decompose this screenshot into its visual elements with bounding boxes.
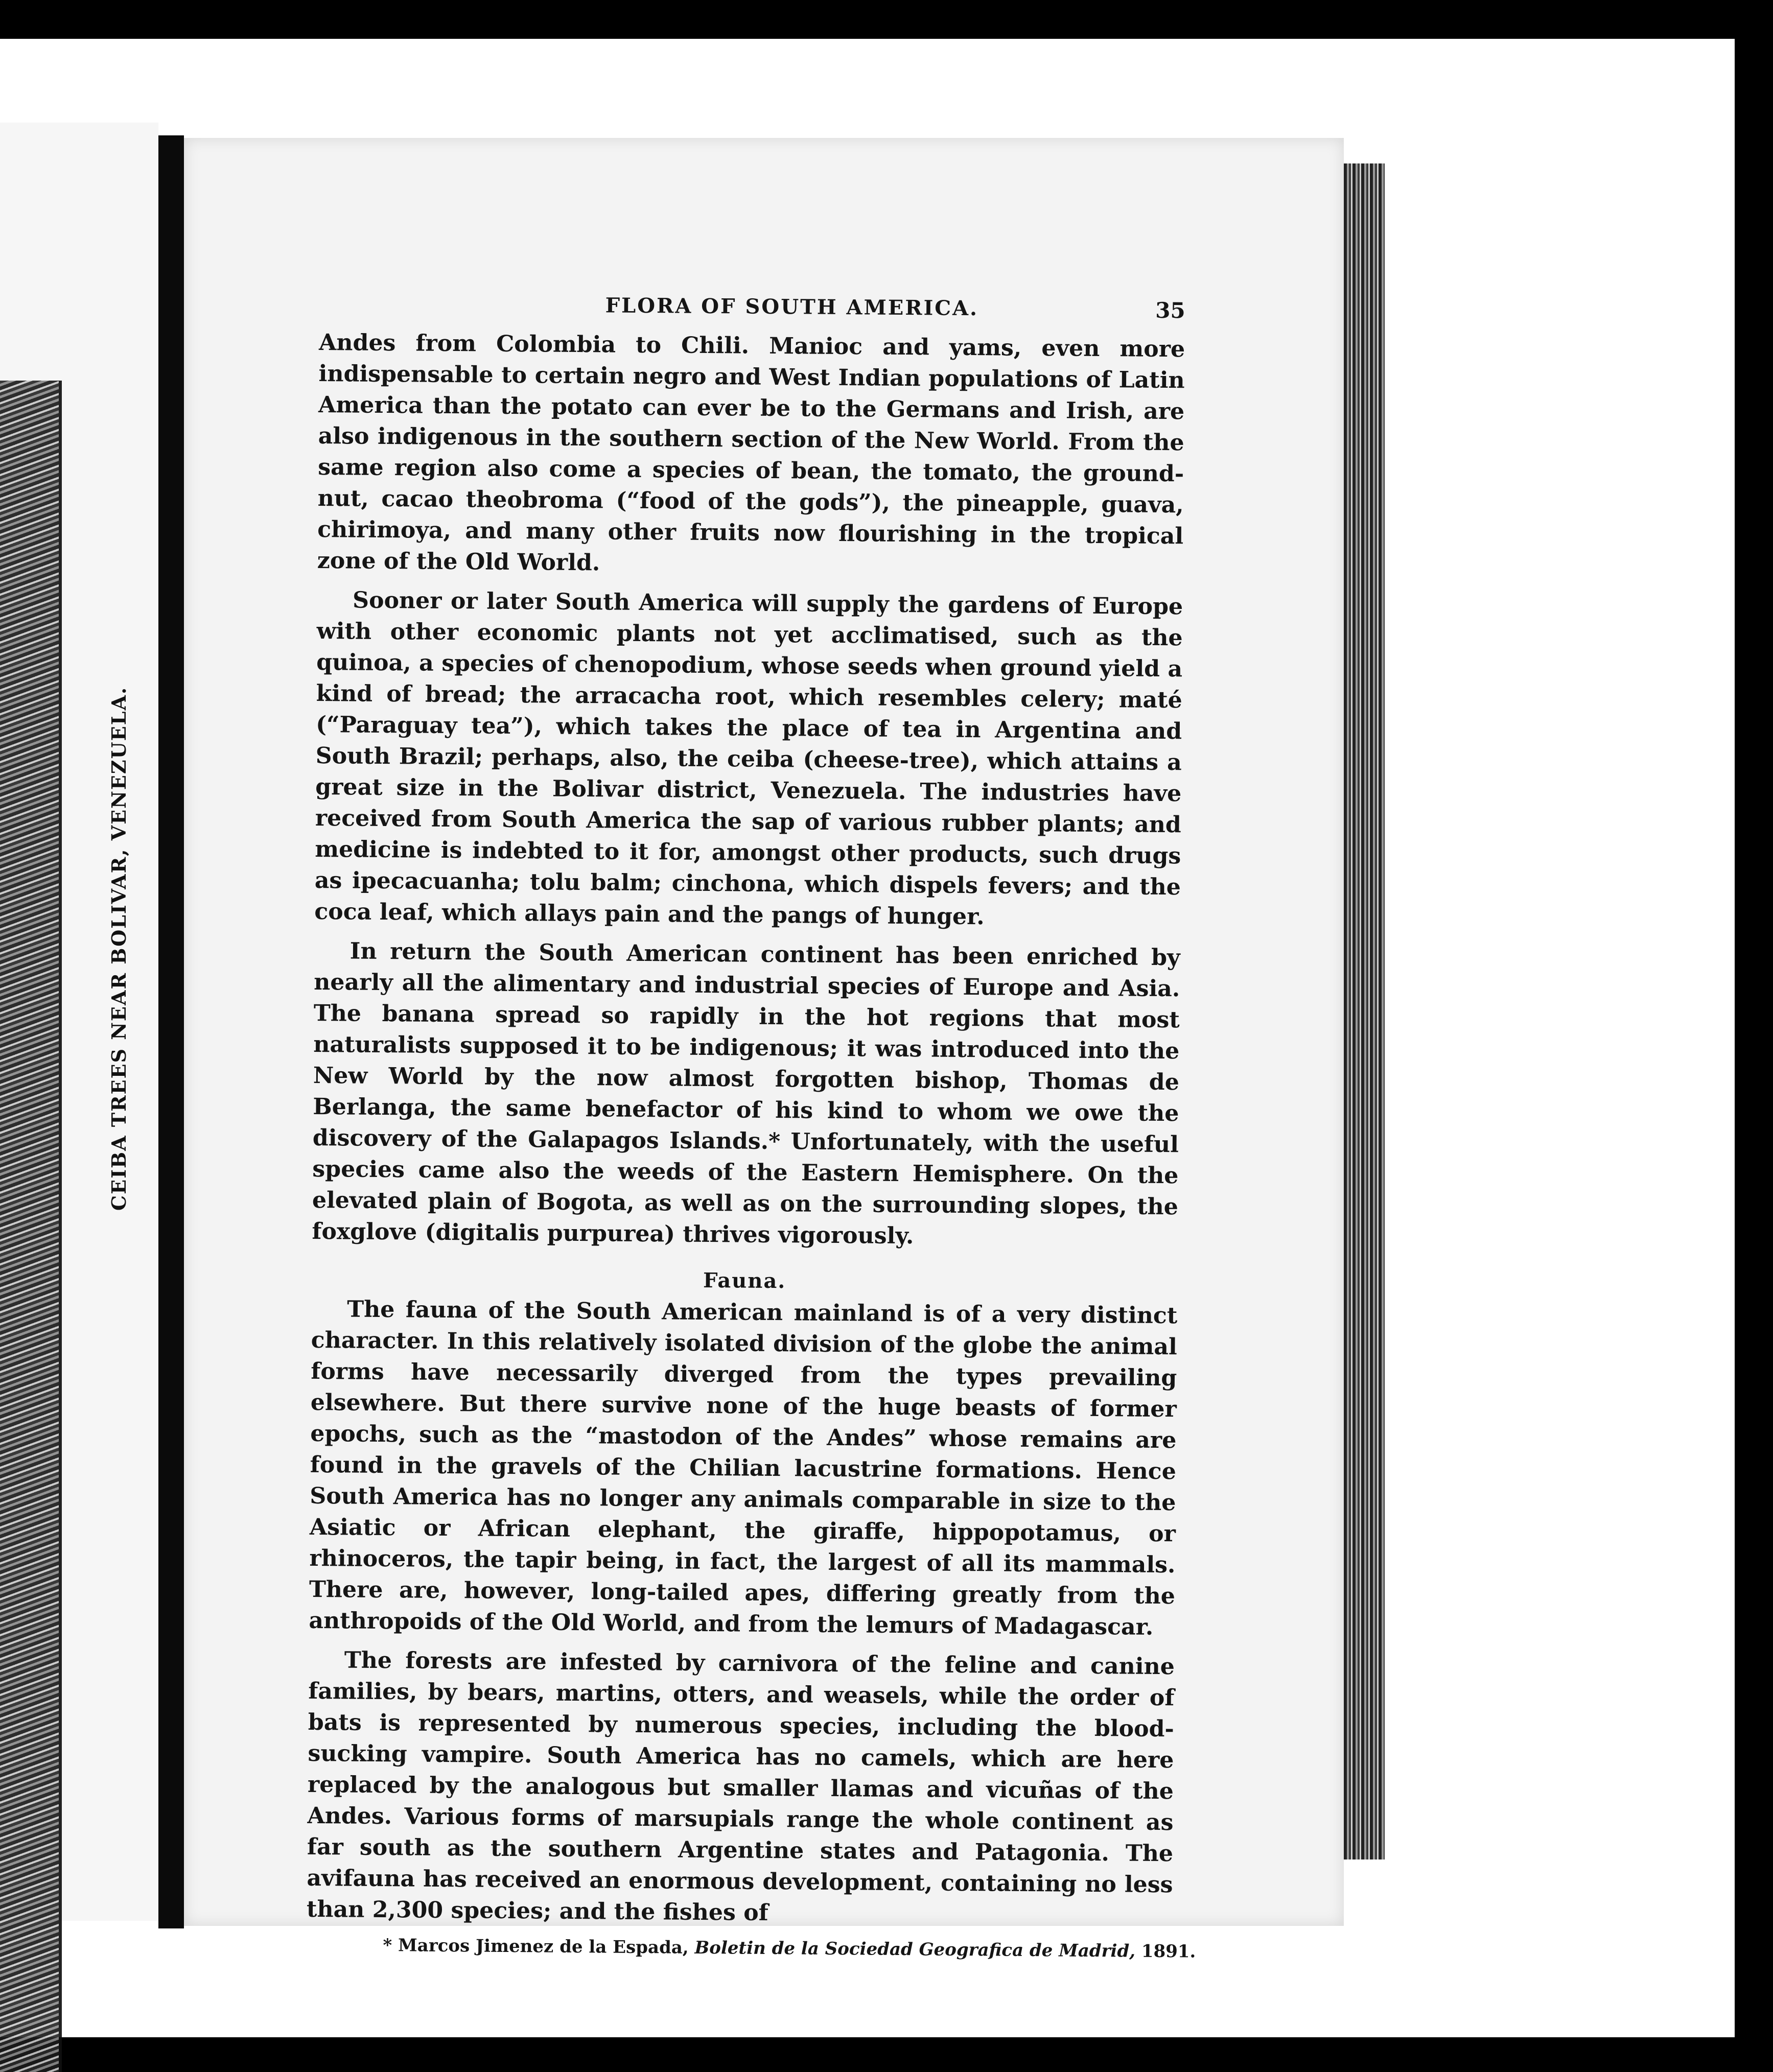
paragraph-3: In return the South American continent has been enriched by nearly all the alimentary and industrial species of Europe and Asia. The banana spread so rapidly in the hot regions that most naturalists supposed it to be indigenous; it was introduced into the New World by the now almost forgotten bishop, Thomas de Berlanga, the same benefactor of his kind to whom we owe the discovery of the Galapagos Islands.* Unfortunately, with the useful species came also the weeds of the Eastern Hemisphere. On the elevated plain of Bogota, as well as on the surrounding slopes, the foxglove (digitalis purpurea) thrives vigorously. — [312, 937, 1180, 1250]
running-head — [319, 286, 1185, 334]
page-content — [306, 286, 1196, 1963]
footnote-title: Boletin de la Sociedad Geografica de Madrid, — [694, 1937, 1136, 1962]
paragraph-2: Sooner or later South America will supply the gardens of Europe with other economic plants not yet acclimatised, such as the quinoa, a species of chenopodium, whose seeds when ground yield a kind of bread; the arracacha root, which resembles celery; maté (“Paraguay tea”), which takes the place of tea in Argentina and South Brazil; perhaps, also, the ceiba (cheese-tree), which attains a great size in the Bolivar district, Venezuela. The industries have received from South America the sap of various rubber plants; and medicine is indebted to it for, amongst other products, such drugs as ipecacuanha; tolu balm; cinchona, which dispels fevers; and the coca leaf, which allays pain and the pangs of hunger. — [314, 586, 1183, 930]
scan-border-top — [0, 0, 1773, 39]
footnote-marker: * — [383, 1935, 392, 1956]
page-number: 35 — [1155, 297, 1185, 323]
running-title: FLORA OF SOUTH AMERICA. — [605, 293, 979, 321]
paragraph-4: The fauna of the South American mainland is of a very distinct character. In this relatively isolated division of the globe the animal forms have necessarily diverged from the types prevailing elsewhere. But there survive none of the huge beasts of former epochs, such as the “mastodon of the Andes” whose remains are found in the gravels of the Chilian lacustrine formations. Hence South America has no longer any animals comparable in size to the Asiatic or African elephant, the giraffe, hippopotamus, or rhinoceros, the tapir being, in fact, the largest of all its mammals. There are, however, long-tailed apes, differing greatly from the anthropoids of the Old World, and from the lemurs of Madagascar. — [309, 1296, 1178, 1640]
footnote-author: Marcos Jimenez de la Espada, — [398, 1935, 689, 1958]
footnote — [306, 1933, 1196, 1963]
footnote-year: 1891. — [1141, 1941, 1196, 1962]
section-heading-fauna: Fauna. — [703, 1268, 786, 1293]
page-edges — [1344, 163, 1385, 1859]
paragraph-1: Andes from Colombia to Chili. Manioc and yams, even more indispensable to certain negro and West Indian populations of Latin America than the potato can ever be to the Germans and Irish, are also indigenous in the southern section of the New World. From the same region also come a species of bean, the tomato, the ground-nut, cacao theobroma (“food of the gods”), the pineapple, guava, chirimoya, and many other fruits now flourishing in the tropical zone of the Old World. — [317, 328, 1185, 576]
book-gutter — [158, 135, 184, 1928]
scan-border-bottom — [0, 2037, 1773, 2072]
scan-border-right — [1735, 0, 1773, 2072]
plate-caption: CEIBA TREES NEAR BOLIVAR, VENEZUELA. — [107, 686, 130, 1211]
paragraph-5: The forests are infested by carnivora of the feline and canine families, by bears, martins, otters, and weasels, while the order of bats is represented by numerous species, including the blood-sucking vampire. South America has no camels, which are here replaced by the analogous but smaller llamas and vicuñas of the Andes. Various forms of marsupials range the whole continent as far south as the southern Argentine states and Patagonia. The avifauna has received an enormous development, containing no less than 2,300 species; and the fishes of — [306, 1646, 1175, 1926]
plate-illustration — [0, 381, 62, 2072]
